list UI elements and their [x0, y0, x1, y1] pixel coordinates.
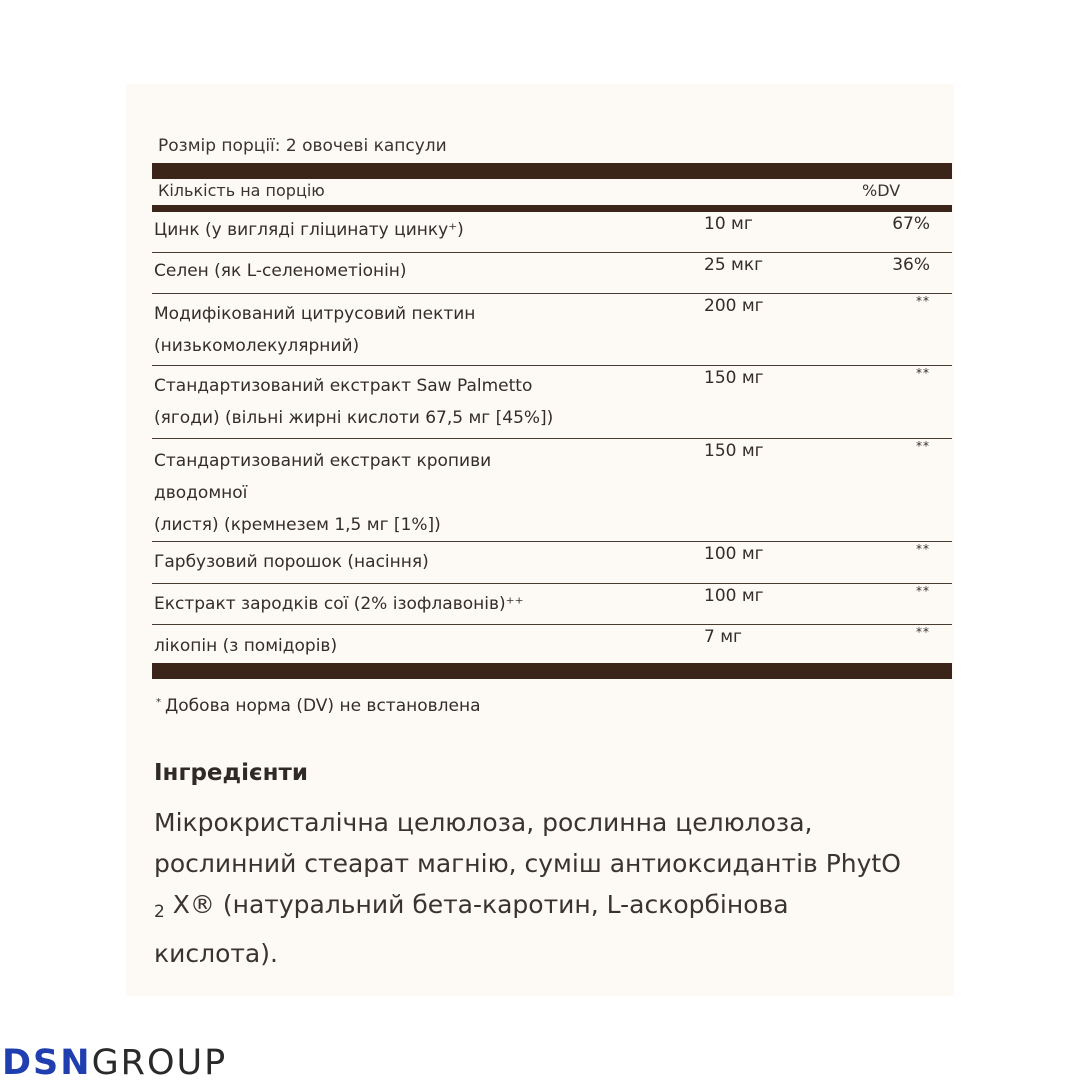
ingredients-subscript: 2 — [154, 902, 165, 922]
table-row — [152, 212, 952, 253]
nutrient-amount: 100 мг — [704, 586, 764, 606]
nutrient-name: Цинк (у вигляді гліцинату цинку⁺) — [154, 220, 464, 240]
dv-footnote — [156, 696, 481, 716]
nutrient-dv: ** — [916, 542, 930, 556]
supplement-facts-card — [126, 84, 954, 996]
nutrient-name: Екстракт зародків сої (2% ізофлавонів)⁺⁺ — [154, 594, 524, 614]
nutrient-dv: 36% — [892, 255, 930, 275]
nutrient-name: Селен (як L-селенометіонін) — [154, 261, 407, 281]
ingredients-text-part1: Мікрокристалічна целюлоза, рослинна целюлоза, рослинний стеарат магнію, суміш антиоксидантів PhytO — [154, 808, 901, 878]
nutrient-amount: 200 мг — [704, 296, 764, 316]
nutrient-name: Стандартизований екстракт кропиви дводомної (листя) (кремнезем 1,5 мг [1%]) — [154, 451, 492, 535]
table-row — [152, 253, 952, 294]
table-top-bar — [152, 163, 952, 179]
table-header-divider — [152, 205, 952, 212]
nutrient-name: лікопін (з помідорів) — [154, 636, 338, 656]
nutrient-name: Модифікований цитрусовий пектин (низькомолекулярний) — [154, 304, 476, 356]
logo-part-group: GROUP — [91, 1043, 228, 1083]
table-row — [152, 625, 952, 663]
nutrient-name: Гарбузовий порошок (насіння) — [154, 552, 429, 572]
table-row — [152, 439, 952, 542]
footnote-text: Добова норма (DV) не встановлена — [165, 696, 481, 716]
nutrient-dv: 67% — [892, 214, 930, 234]
table-row — [152, 542, 952, 584]
nutrient-dv: ** — [916, 294, 930, 308]
brand-logo — [2, 1043, 227, 1083]
nutrient-name: Стандартизований екстракт Saw Palmetto (ягоди) (вільні жирні кислоти 67,5 мг [45%]) — [154, 376, 554, 428]
nutrient-dv: ** — [916, 439, 930, 453]
table-row — [152, 584, 952, 625]
nutrient-dv: ** — [916, 366, 930, 380]
nutrient-amount: 100 мг — [704, 544, 764, 564]
table-bottom-bar — [152, 663, 952, 679]
dv-header: %DV — [862, 181, 901, 200]
serving-size: Розмір порції: 2 овочеві капсули — [158, 136, 447, 156]
nutrient-amount: 7 мг — [704, 627, 742, 647]
nutrient-amount: 10 мг — [704, 214, 753, 234]
amount-per-serving-header: Кількість на порцію — [158, 181, 325, 200]
nutrient-table — [152, 212, 952, 663]
nutrient-dv: ** — [916, 584, 930, 598]
ingredients-title: Інгредієнти — [154, 760, 308, 786]
table-row — [152, 366, 952, 439]
logo-part-dsn: DSN — [2, 1043, 92, 1083]
nutrient-amount: 25 мкг — [704, 255, 764, 275]
table-row — [152, 294, 952, 366]
nutrient-amount: 150 мг — [704, 368, 764, 388]
nutrient-dv: ** — [916, 625, 930, 639]
footnote-mark: * — [156, 697, 161, 708]
ingredients-text — [154, 802, 914, 974]
ingredients-text-part2: X® (натуральний бета-каротин, L-аскорбінова кислота). — [154, 890, 789, 968]
nutrient-amount: 150 мг — [704, 441, 764, 461]
